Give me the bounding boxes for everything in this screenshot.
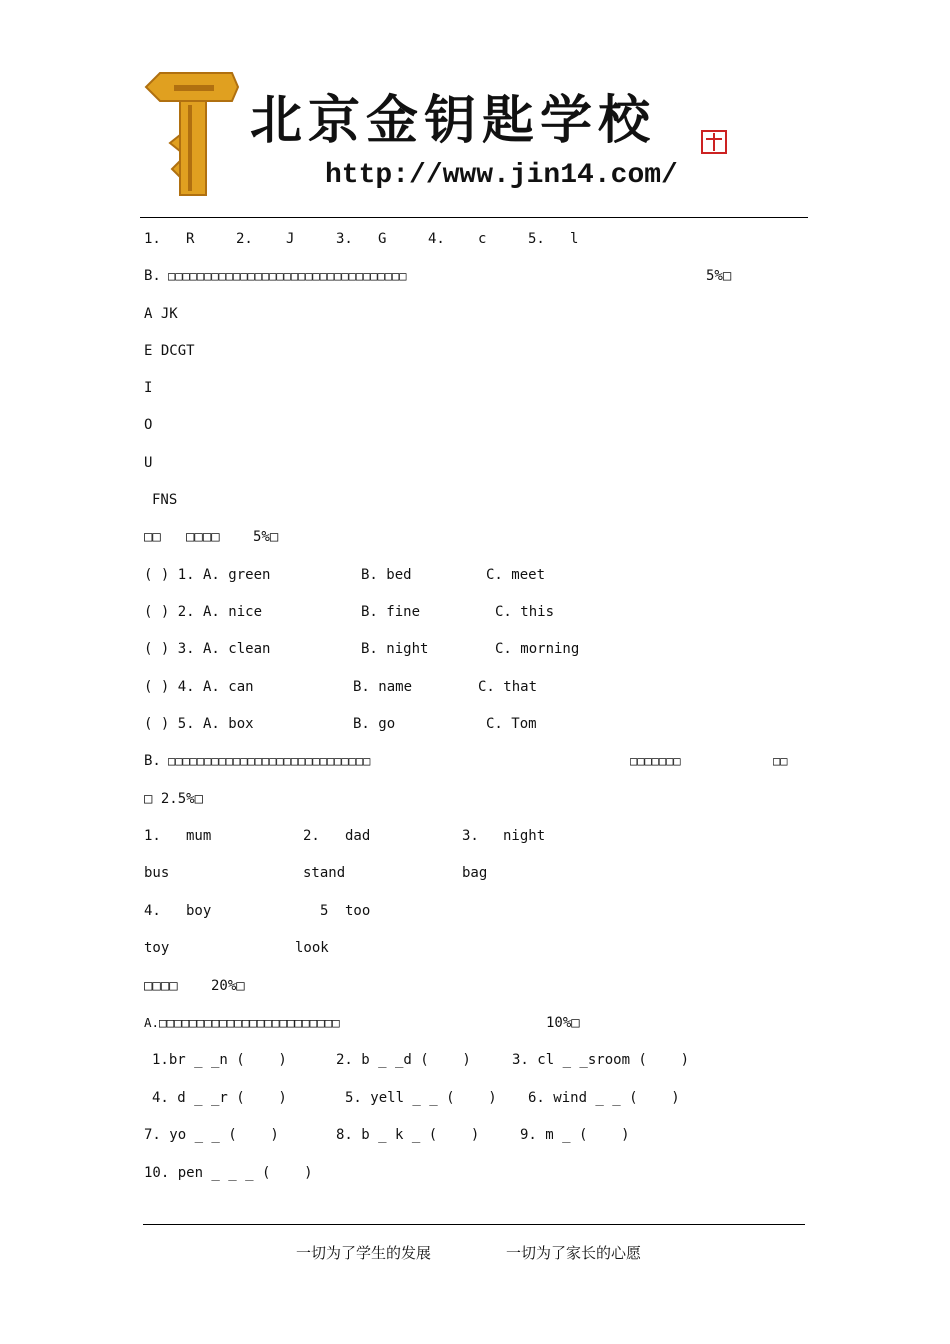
- l11-c: C. this: [495, 604, 555, 620]
- l17-b: mum: [186, 828, 212, 844]
- l12-a: ( ) 3. A. clean: [144, 641, 271, 657]
- l25-b: 8. b _ k _ ( ): [336, 1127, 480, 1143]
- l23-c: 3. cl _ _sroom ( ): [512, 1052, 690, 1068]
- l21-b: 20%□: [211, 978, 245, 994]
- l21-a: □□□□: [144, 978, 178, 994]
- l13-a: ( ) 4. A. can: [144, 679, 254, 695]
- golden-key-icon: [146, 73, 238, 195]
- l20-b: look: [295, 940, 329, 956]
- footer-divider: [143, 1224, 805, 1225]
- l17-e: 3.: [462, 828, 479, 844]
- l24-a: 4. d _ _r ( ): [152, 1090, 287, 1106]
- l2-c: 5%□: [706, 268, 732, 284]
- l16: □ 2.5%□: [144, 791, 204, 807]
- school-name: 北京金钥匙学校: [250, 90, 657, 151]
- footer-left: 一切为了学生的发展: [296, 1244, 432, 1262]
- l18-c: bag: [462, 865, 488, 881]
- l1-g: 4.: [428, 231, 445, 247]
- l1-c: 2.: [236, 231, 253, 247]
- l10-a: ( ) 1. A. green: [144, 567, 271, 583]
- l17-c: 2.: [303, 828, 320, 844]
- l25-c: 9. m _ ( ): [520, 1127, 630, 1143]
- school-url: http://www.jin14.com/: [325, 160, 678, 191]
- l12-c: C. morning: [495, 641, 580, 657]
- l23-b: 2. b _ _d ( ): [336, 1052, 471, 1068]
- l20-a: toy: [144, 940, 170, 956]
- l13-b: B. name: [353, 679, 413, 695]
- l13-c: C. that: [478, 679, 538, 695]
- l11-b: B. fine: [361, 604, 421, 620]
- l2-a: B.: [144, 268, 161, 284]
- l12-b: B. night: [361, 641, 429, 657]
- l4: E DCGT: [144, 343, 195, 359]
- footer-right: 一切为了家长的心愿: [506, 1244, 642, 1262]
- l3: A JK: [144, 306, 178, 322]
- l9-a: □□: [144, 529, 161, 545]
- l1-d: J: [286, 231, 295, 247]
- l24-c: 6. wind _ _ ( ): [528, 1090, 680, 1106]
- l18-b: stand: [303, 865, 346, 881]
- l1-b: R: [186, 231, 195, 247]
- l23-a: 1.br _ _n ( ): [152, 1052, 287, 1068]
- header-divider: [140, 217, 808, 218]
- l14-a: ( ) 5. A. box: [144, 716, 254, 732]
- l7: U: [144, 455, 153, 471]
- l22-b: 10%□: [546, 1015, 580, 1031]
- l9-c: 5%□: [253, 529, 279, 545]
- l1-e: 3.: [336, 231, 353, 247]
- l17-d: dad: [345, 828, 371, 844]
- l15-a: B.: [144, 753, 161, 769]
- l10-c: C. meet: [486, 567, 546, 583]
- l14-b: B. go: [353, 716, 396, 732]
- l15-b: □□□□□□□□□□□□□□□□□□□□□□□□□□□□: [168, 754, 371, 768]
- l17-a: 1.: [144, 828, 161, 844]
- l18-a: bus: [144, 865, 170, 881]
- l19-a: 4.: [144, 903, 161, 919]
- l19-b: boy: [186, 903, 212, 919]
- l1-a: 1.: [144, 231, 161, 247]
- l1-h: c: [478, 231, 487, 247]
- l11-a: ( ) 2. A. nice: [144, 604, 263, 620]
- l14-c: C. Tom: [486, 716, 537, 732]
- l5: I: [144, 380, 153, 396]
- l19-c: 5: [320, 903, 329, 919]
- l10-b: B. bed: [361, 567, 412, 583]
- l1-i: 5.: [528, 231, 545, 247]
- l1-f: G: [378, 231, 387, 247]
- l8: FNS: [152, 492, 178, 508]
- red-seal-stamp: [702, 131, 726, 153]
- l25-a: 7. yo _ _ ( ): [144, 1127, 279, 1143]
- l26: 10. pen _ _ _ ( ): [144, 1165, 313, 1181]
- l17-f: night: [503, 828, 546, 844]
- l9-b: □□□□: [186, 529, 220, 545]
- l1-j: l: [570, 231, 579, 247]
- l22-a: A.□□□□□□□□□□□□□□□□□□□□□□□□: [144, 1015, 340, 1030]
- l6: O: [144, 417, 153, 433]
- l15-d: □□: [773, 754, 788, 768]
- l19-d: too: [345, 903, 371, 919]
- l2-b: □□□□□□□□□□□□□□□□□□□□□□□□□□□□□□□□□: [168, 269, 407, 283]
- l24-b: 5. yell _ _ ( ): [345, 1090, 497, 1106]
- l15-c: □□□□□□□: [630, 754, 681, 768]
